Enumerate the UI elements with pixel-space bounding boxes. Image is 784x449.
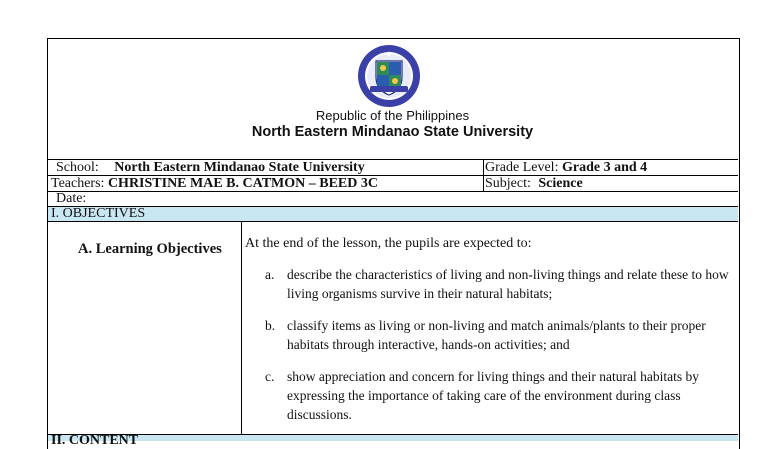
content-heading: II. CONTENT bbox=[51, 433, 139, 448]
objective-text: show appreciation and concern for living things and their natural habitats by expressing the importance of taking care of the environment during class discussions. bbox=[287, 369, 700, 422]
header-university: North Eastern Mindanao State University bbox=[251, 124, 534, 140]
objective-letter: c. bbox=[265, 369, 275, 384]
teachers-value: CHRISTINE MAE B. CATMON – BEED 3C bbox=[107, 176, 378, 191]
grade-field bbox=[485, 160, 647, 175]
school-label: School: bbox=[56, 160, 99, 175]
university-seal-icon bbox=[356, 44, 422, 108]
date-label: Date: bbox=[56, 191, 87, 206]
divider bbox=[47, 191, 738, 192]
header-country: Republic of the Philippines bbox=[315, 108, 470, 123]
objective-text: describe the characteristics of living and non-living things and relate these to how living organisms survive in their natural habitats; bbox=[287, 267, 729, 301]
divider bbox=[47, 221, 738, 222]
objective-letter: a. bbox=[265, 267, 275, 282]
school-value: North Eastern Mindanao State University bbox=[114, 160, 365, 175]
objectives-heading: I. OBJECTIVES bbox=[51, 206, 146, 221]
teachers-label: Teachers: bbox=[51, 176, 105, 191]
subject-value: Science bbox=[538, 176, 583, 191]
grade-value: Grade 3 and 4 bbox=[561, 160, 648, 175]
objectives-intro: At the end of the lesson, the pupils are expected to: bbox=[245, 236, 532, 251]
content-band bbox=[48, 435, 738, 441]
divider bbox=[241, 222, 242, 441]
subject-label: Subject: bbox=[485, 176, 531, 191]
grade-label: Grade Level: bbox=[485, 160, 559, 175]
school-field bbox=[56, 160, 365, 175]
learning-objectives-label: A. Learning Objectives bbox=[78, 241, 222, 257]
subject-field bbox=[485, 176, 583, 191]
objective-letter: b. bbox=[265, 318, 276, 333]
divider bbox=[483, 159, 484, 191]
objective-text: classify items as living or non-living and match animals/plants to their proper habitats through interactive, hands-on activities; and bbox=[287, 318, 706, 352]
objectives-band bbox=[48, 207, 738, 221]
teachers-field bbox=[51, 176, 378, 191]
